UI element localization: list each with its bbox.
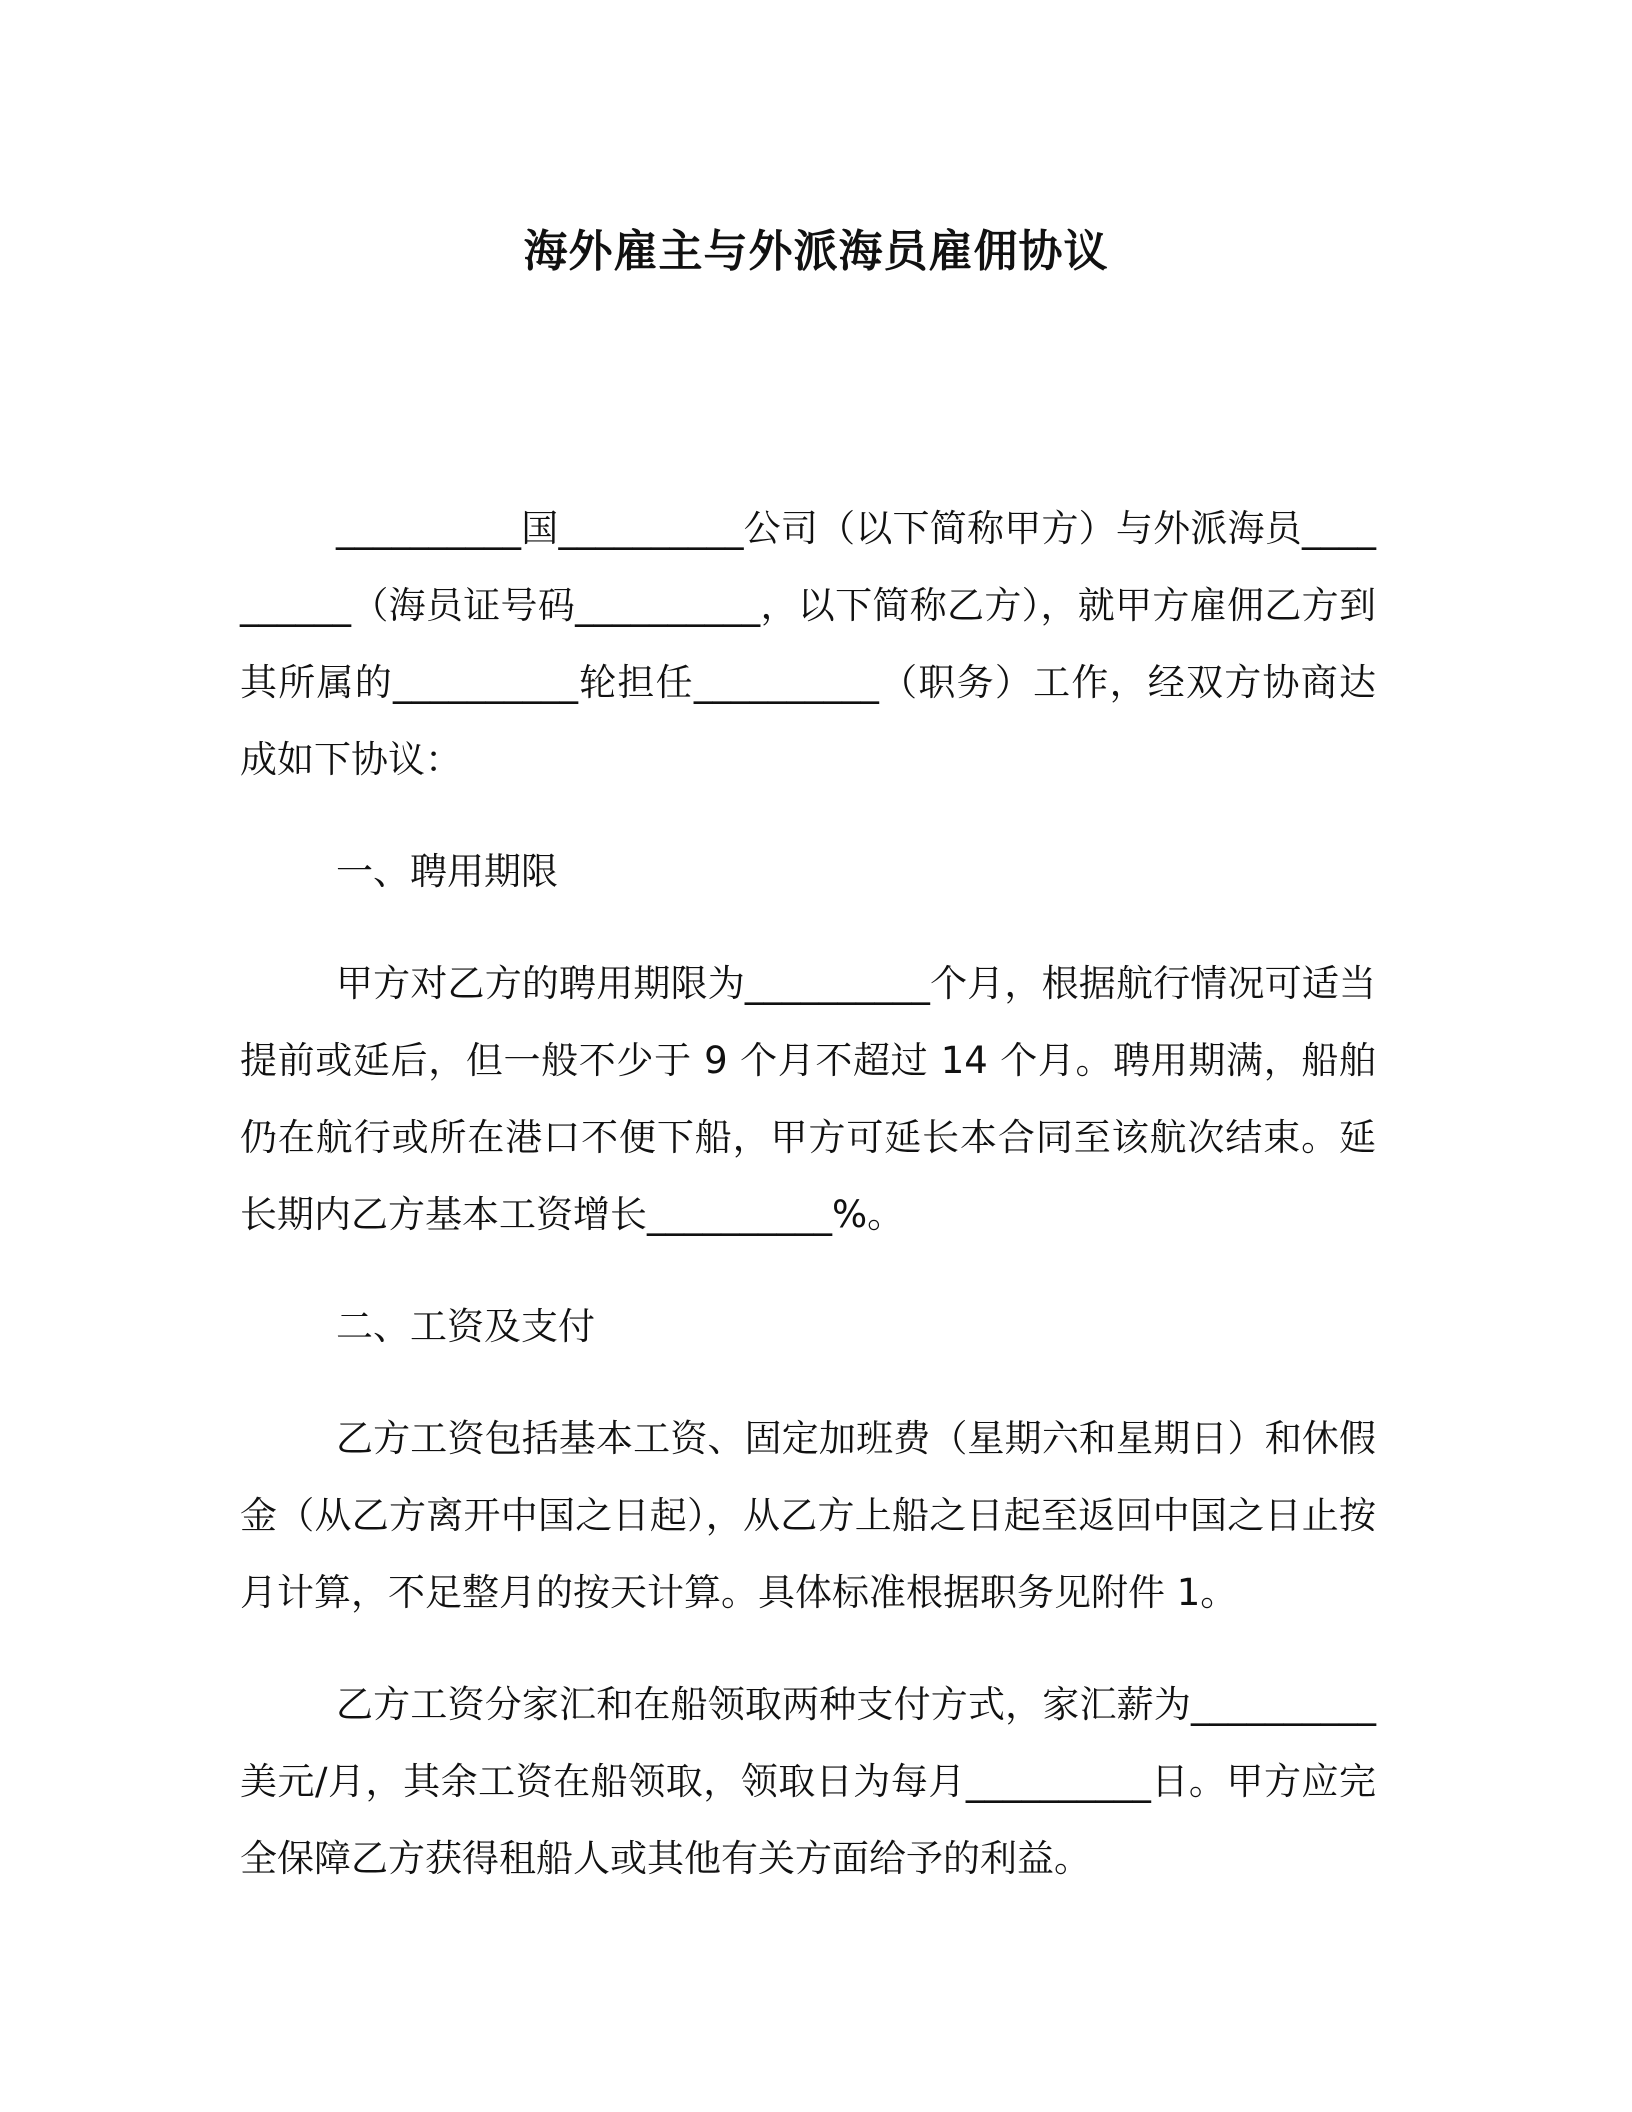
intro-paragraph: __________国__________公司（以下简称甲方）与外派海员__________（海员证号码__________，以下简称乙方），就甲方雇佣乙方到其所属的__________轮担任__________（职务）工作，经双方协商达成如下协议：	[240, 507, 1376, 781]
section-1-heading: 一、聘用期限	[336, 850, 558, 893]
section-1-paragraph: 甲方对乙方的聘用期限为__________个月，根据航行情况可适当提前或延后，但一般不少于 9 个月不超过 14 个月。聘用期满，船舶仍在航行或所在港口不便下船，甲方可延长本合同至该航次结束。延长期内乙方基本工资增长__________%。	[240, 962, 1376, 1236]
document-title: 海外雇主与外派海员雇佣协议	[523, 226, 1109, 277]
section-2-heading: 二、工资及支付	[336, 1305, 595, 1348]
section-2-paragraph-2: 乙方工资分家汇和在船领取两种支付方式，家汇薪为__________美元/月，其余工资在船领取，领取日为每月__________日。甲方应完全保障乙方获得租船人或其他有关方面给予的利益。	[240, 1683, 1376, 1880]
document-body	[240, 490, 1376, 1897]
section-2-paragraph-1: 乙方工资包括基本工资、固定加班费（星期六和星期日）和休假金（从乙方离开中国之日起），从乙方上船之日起至返回中国之日止按月计算，不足整月的按天计算。具体标准根据职务见附件 1。	[240, 1417, 1376, 1614]
